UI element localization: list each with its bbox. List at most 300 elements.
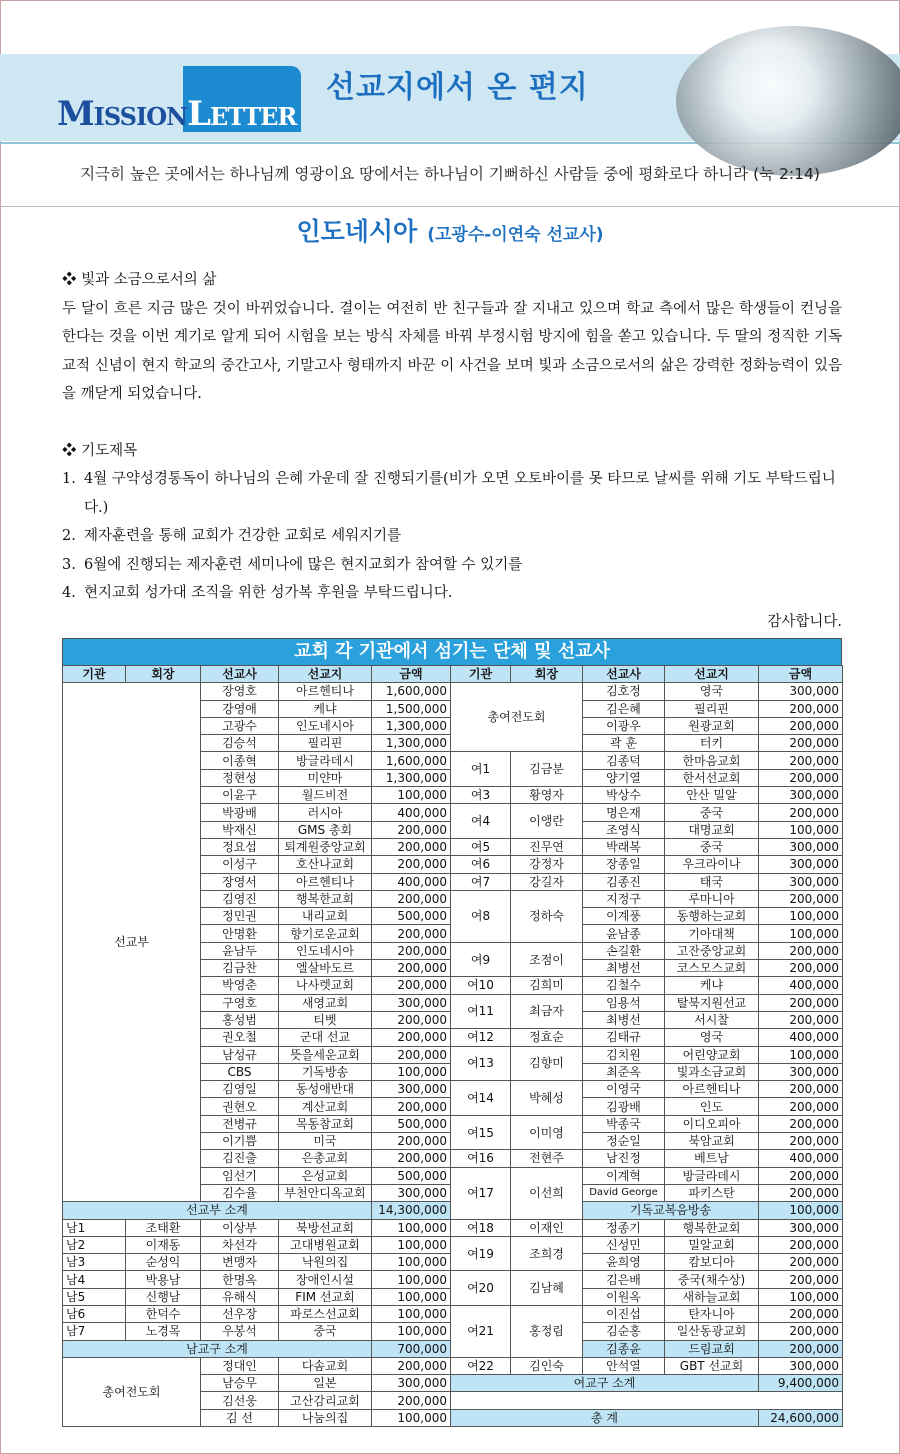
table-cell: 권오철 <box>201 1029 279 1046</box>
table-cell: 300,000 <box>372 1375 451 1392</box>
prayer-item-text: 4월 구약성경통독이 하나님의 은혜 가운데 잘 진행되기를(비가 오면 오토바이를 못 타므로 날씨를 위해 기도 부탁드립니다.) <box>84 471 836 516</box>
table-cell: 300,000 <box>759 856 843 873</box>
table-cell: 한서선교회 <box>665 769 759 786</box>
table-cell: 양기열 <box>583 769 665 786</box>
table-cell: 군대 선교 <box>279 1029 372 1046</box>
table-cell: 고광수 <box>201 717 279 734</box>
table-cell: 윤남두 <box>201 942 279 959</box>
president-cell: 조점이 <box>511 942 583 977</box>
table-cell: 200,000 <box>759 1115 843 1132</box>
table-cell: 인도네시아 <box>279 717 372 734</box>
table-cell: 200,000 <box>372 821 451 838</box>
table-cell: GBT 선교회 <box>665 1357 759 1374</box>
table-cell: 200,000 <box>372 1392 451 1409</box>
table-cell: 정민권 <box>201 908 279 925</box>
group-name-cell: 여7 <box>451 873 511 890</box>
table-cell: 300,000 <box>759 1357 843 1374</box>
mission-letter-header <box>0 54 900 150</box>
table-cell: 100,000 <box>372 787 451 804</box>
group-name-cell: 여3 <box>451 787 511 804</box>
table-cell: 200,000 <box>759 700 843 717</box>
table-cell: 400,000 <box>759 1150 843 1167</box>
subtotal-label: 남교구 소계 <box>63 1340 372 1357</box>
group-name-cell: 여1 <box>451 752 511 787</box>
group-name-cell: 여19 <box>451 1236 511 1271</box>
table-cell: 최병선 <box>583 960 665 977</box>
table-cell: 1,600,000 <box>372 752 451 769</box>
table-cell: 300,000 <box>759 787 843 804</box>
table-cell: 남5 <box>63 1288 126 1305</box>
table-cell: 김광배 <box>583 1098 665 1115</box>
group-name-cell: 여14 <box>451 1081 511 1116</box>
table-cell: 엘살바도르 <box>279 960 372 977</box>
group-name-cell: 선교부 <box>63 683 201 1202</box>
table-cell: 케냐 <box>665 977 759 994</box>
table-cell: 아르헨티나 <box>279 683 372 700</box>
prayer-item <box>62 551 842 580</box>
table-cell: 조영식 <box>583 821 665 838</box>
table-cell: 200,000 <box>372 942 451 959</box>
table-cell: 100,000 <box>759 821 843 838</box>
prayer-item-number: 1. <box>62 471 76 487</box>
column-header: 회장 <box>511 666 583 683</box>
table-cell: 기독교복음방송 <box>583 1202 759 1219</box>
table-cell: 다솜교회 <box>279 1357 372 1374</box>
table-cell: 아르헨티나 <box>279 873 372 890</box>
table-cell: 우크라이나 <box>665 856 759 873</box>
table-cell: 윤희영 <box>583 1254 665 1271</box>
table-cell: 200,000 <box>759 1011 843 1028</box>
table-cell: 탄자니아 <box>665 1305 759 1322</box>
table-cell: 김진출 <box>201 1150 279 1167</box>
president-cell: 김인숙 <box>511 1357 583 1374</box>
table-cell: 이디오피아 <box>665 1115 759 1132</box>
table-cell: 200,000 <box>759 960 843 977</box>
bible-verse: 지극히 높은 곳에서는 하나님께 영광이요 땅에서는 하나님이 기뻐하신 사람들 중에 평화로다 하니라 (눅 2:14) <box>80 165 820 183</box>
table-cell: 1,500,000 <box>372 700 451 717</box>
table-cell <box>451 1392 843 1409</box>
table-cell: 김종덕 <box>583 752 665 769</box>
table-cell: 이진섭 <box>583 1305 665 1322</box>
table-cell: 남성규 <box>201 1046 279 1063</box>
table-cell: 300,000 <box>759 873 843 890</box>
table-cell: 남1 <box>63 1219 126 1236</box>
table-cell: FIM 선교회 <box>279 1288 372 1305</box>
table-cell: 200,000 <box>372 977 451 994</box>
table-cell: 인도네시아 <box>279 942 372 959</box>
column-header: 선교지 <box>665 666 759 683</box>
prayer-item <box>62 522 842 551</box>
table-cell: 200,000 <box>759 890 843 907</box>
table-cell: 원광교회 <box>665 717 759 734</box>
table-cell: 안명환 <box>201 925 279 942</box>
column-header: 기관 <box>63 666 126 683</box>
table-cell: 남승무 <box>201 1375 279 1392</box>
table-cell: 200,000 <box>759 1271 843 1288</box>
table-cell: 100,000 <box>372 1254 451 1271</box>
group-name-cell: 여21 <box>451 1305 511 1357</box>
table-cell: 100,000 <box>759 1046 843 1063</box>
table-cell: 부천안디옥교회 <box>279 1184 372 1201</box>
page-title: 선교지에서 온 편지 <box>326 70 589 105</box>
table-cell: 100,000 <box>372 1219 451 1236</box>
table-cell: 새하늘교회 <box>665 1288 759 1305</box>
table-cell: 중국 <box>279 1323 372 1340</box>
group-name-cell: 여9 <box>451 942 511 977</box>
table-cell: 정요섭 <box>201 838 279 855</box>
total-label: 총 계 <box>451 1409 759 1426</box>
table-cell: 김은혜 <box>583 700 665 717</box>
table-cell: CBS <box>201 1063 279 1080</box>
table-cell: 200,000 <box>372 960 451 977</box>
table-cell: 임용석 <box>583 994 665 1011</box>
table-cell: 영국 <box>665 1029 759 1046</box>
divider <box>0 206 900 207</box>
subtotal-label: 여교구 소계 <box>451 1375 759 1392</box>
support-table-grid <box>62 665 843 1427</box>
table-cell: 강영애 <box>201 700 279 717</box>
group-name-cell: 여11 <box>451 994 511 1029</box>
table-cell: 100,000 <box>372 1323 451 1340</box>
table-cell: 은총교회 <box>279 1150 372 1167</box>
mission-letter-logo: MISSIONLETTER <box>57 94 297 134</box>
president-cell: 이선희 <box>511 1167 583 1219</box>
table-cell: 200,000 <box>372 1029 451 1046</box>
table-cell: 김금찬 <box>201 960 279 977</box>
table-cell: 이원옥 <box>583 1288 665 1305</box>
table-cell: 김호정 <box>583 683 665 700</box>
prayer-item <box>62 579 842 608</box>
table-cell: 미얀마 <box>279 769 372 786</box>
column-header: 회장 <box>126 666 201 683</box>
president-cell: 김희미 <box>511 977 583 994</box>
country-name: 인도네시아 <box>296 217 418 246</box>
table-cell: 100,000 <box>372 1271 451 1288</box>
table-cell: 임선기 <box>201 1167 279 1184</box>
table-cell: 500,000 <box>372 1115 451 1132</box>
table-cell: 러시아 <box>279 804 372 821</box>
table-cell: 미국 <box>279 1133 372 1150</box>
table-cell: 김태규 <box>583 1029 665 1046</box>
table-cell: 신행남 <box>126 1288 201 1305</box>
table-cell: 한마음교회 <box>665 752 759 769</box>
table-cell: 장영서 <box>201 873 279 890</box>
table-cell: 200,000 <box>372 838 451 855</box>
table-cell: 100,000 <box>759 1288 843 1305</box>
table-cell: 남4 <box>63 1271 126 1288</box>
letter-body <box>62 266 842 636</box>
table-cell: 박용남 <box>126 1271 201 1288</box>
table-cell: 이광우 <box>583 717 665 734</box>
table-cell: 동성애반대 <box>279 1081 372 1098</box>
table-cell: 기아대책 <box>665 925 759 942</box>
table-cell: 300,000 <box>759 683 843 700</box>
president-cell: 김향미 <box>511 1046 583 1081</box>
group-name-cell: 여8 <box>451 890 511 942</box>
table-cell: 동행하는교회 <box>665 908 759 925</box>
table-cell: 박종국 <box>583 1115 665 1132</box>
table-cell: 400,000 <box>759 1029 843 1046</box>
table-cell: 기독방송 <box>279 1063 372 1080</box>
subtotal-amount: 14,300,000 <box>372 1202 451 1219</box>
table-cell: 박상수 <box>583 787 665 804</box>
country-heading <box>0 212 900 248</box>
table-cell: 남7 <box>63 1323 126 1340</box>
table-cell: 최병선 <box>583 1011 665 1028</box>
table-cell: 고대병원교회 <box>279 1236 372 1253</box>
group-name-cell: 여15 <box>451 1115 511 1150</box>
table-row <box>63 1357 843 1374</box>
table-cell: 박영춘 <box>201 977 279 994</box>
table-cell: 1,600,000 <box>372 683 451 700</box>
table-cell: 300,000 <box>372 994 451 1011</box>
column-header: 기관 <box>451 666 511 683</box>
table-cell: 파로스선교회 <box>279 1305 372 1322</box>
table-cell: 계산교회 <box>279 1098 372 1115</box>
table-cell: 400,000 <box>372 873 451 890</box>
table-cell: 정현성 <box>201 769 279 786</box>
table-cell: 낙원의집 <box>279 1254 372 1271</box>
table-cell: 200,000 <box>759 942 843 959</box>
table-cell: 200,000 <box>372 1133 451 1150</box>
table-cell: 아르헨티나 <box>665 1081 759 1098</box>
table-cell: 베트남 <box>665 1150 759 1167</box>
column-header: 선교사 <box>583 666 665 683</box>
table-cell: 인도 <box>665 1098 759 1115</box>
table-cell: 순성익 <box>126 1254 201 1271</box>
group-name-cell: 여17 <box>451 1167 511 1219</box>
table-cell: 차선각 <box>201 1236 279 1253</box>
table-cell: 남진정 <box>583 1150 665 1167</box>
table-cell: 200,000 <box>372 890 451 907</box>
section-heading: ❖ 빛과 소금으로서의 삶 <box>62 272 217 288</box>
table-cell: 곽 훈 <box>583 735 665 752</box>
president-cell: 황영자 <box>511 787 583 804</box>
table-cell: 200,000 <box>759 1133 843 1150</box>
table-cell: 이영국 <box>583 1081 665 1098</box>
group-name-cell: 총여전도회 <box>451 683 583 752</box>
table-cell: 남2 <box>63 1236 126 1253</box>
table-cell: 손길환 <box>583 942 665 959</box>
group-name-cell: 여22 <box>451 1357 511 1374</box>
table-cell: 이상부 <box>201 1219 279 1236</box>
table-cell: 박재신 <box>201 821 279 838</box>
table-cell: 한명옥 <box>201 1271 279 1288</box>
president-cell: 진무연 <box>511 838 583 855</box>
table-cell: 케냐 <box>279 700 372 717</box>
president-cell: 전현주 <box>511 1150 583 1167</box>
table-cell: 티벳 <box>279 1011 372 1028</box>
group-name-cell: 여4 <box>451 804 511 839</box>
table-cell: 구영호 <box>201 994 279 1011</box>
table-cell: 유해식 <box>201 1288 279 1305</box>
table-cell: 200,000 <box>759 804 843 821</box>
subtotal-amount: 9,400,000 <box>759 1375 843 1392</box>
table-cell: 중국 <box>665 804 759 821</box>
table-cell: 노경목 <box>126 1323 201 1340</box>
table-row <box>63 683 843 700</box>
table-cell: 정대인 <box>201 1357 279 1374</box>
globe-icon <box>676 26 900 176</box>
table-cell: 300,000 <box>759 838 843 855</box>
table-cell: 필리핀 <box>665 700 759 717</box>
table-cell: 호산나교회 <box>279 856 372 873</box>
table-cell: 500,000 <box>372 1167 451 1184</box>
table-cell: 중국(채수상) <box>665 1271 759 1288</box>
table-cell: 이윤구 <box>201 787 279 804</box>
table-row <box>63 1236 843 1253</box>
table-cell: 김승석 <box>201 735 279 752</box>
table-cell: 명은재 <box>583 804 665 821</box>
table-cell: 방글라데시 <box>665 1167 759 1184</box>
table-cell: 김종윤 <box>583 1340 665 1357</box>
table-cell: 100,000 <box>372 1305 451 1322</box>
table-cell: 퇴계원중앙교회 <box>279 838 372 855</box>
group-name-cell: 여13 <box>451 1046 511 1081</box>
table-row <box>63 1271 843 1288</box>
table-cell: 월드비전 <box>279 787 372 804</box>
table-cell: 윤남종 <box>583 925 665 942</box>
table-cell: 어린양교회 <box>665 1046 759 1063</box>
subtotal-label: 선교부 소계 <box>63 1202 372 1219</box>
table-cell: 100,000 <box>372 1236 451 1253</box>
president-cell: 김금분 <box>511 752 583 787</box>
table-cell: 200,000 <box>372 925 451 942</box>
table-cell: 1,300,000 <box>372 717 451 734</box>
table-cell: 300,000 <box>759 1063 843 1080</box>
table-cell: 정종기 <box>583 1219 665 1236</box>
table-cell: 김순홍 <box>583 1323 665 1340</box>
table-cell: 안산 밀알 <box>665 787 759 804</box>
table-cell: 1,300,000 <box>372 735 451 752</box>
table-cell: 나사렛교회 <box>279 977 372 994</box>
table-cell: 북방선교회 <box>279 1219 372 1236</box>
table-cell: 200,000 <box>759 994 843 1011</box>
table-cell: 신성민 <box>583 1236 665 1253</box>
table-cell: 대명교회 <box>665 821 759 838</box>
table-cell: 200,000 <box>759 1323 843 1340</box>
table-cell: 김철수 <box>583 977 665 994</box>
table-cell: 500,000 <box>372 908 451 925</box>
table-cell: 100,000 <box>372 1288 451 1305</box>
table-cell: 선우장 <box>201 1305 279 1322</box>
table-cell: 필리핀 <box>279 735 372 752</box>
table-cell: David George <box>583 1184 665 1201</box>
table-cell: 홍성범 <box>201 1011 279 1028</box>
support-table <box>62 638 842 1427</box>
table-cell: 은성교회 <box>279 1167 372 1184</box>
table-cell: 장종일 <box>583 856 665 873</box>
president-cell: 이미영 <box>511 1115 583 1150</box>
column-header: 선교지 <box>279 666 372 683</box>
table-cell: 200,000 <box>759 1184 843 1201</box>
table-cell: 100,000 <box>759 908 843 925</box>
table-cell: 향기로운교회 <box>279 925 372 942</box>
column-header: 금액 <box>372 666 451 683</box>
table-cell: 목동참교회 <box>279 1115 372 1132</box>
prayer-item-number: 3. <box>62 556 76 573</box>
table-cell: 일산동광교회 <box>665 1323 759 1340</box>
group-name-cell: 여12 <box>451 1029 511 1046</box>
president-cell: 강정자 <box>511 856 583 873</box>
table-cell: 내리교회 <box>279 908 372 925</box>
table-cell: 안석열 <box>583 1357 665 1374</box>
table-header-row <box>63 666 843 683</box>
president-cell: 홍정림 <box>511 1305 583 1357</box>
table-cell: 200,000 <box>759 735 843 752</box>
table-cell: 200,000 <box>372 1098 451 1115</box>
closing-thanks: 감사합니다. <box>767 613 842 630</box>
table-cell: 김선웅 <box>201 1392 279 1409</box>
table-cell: 터키 <box>665 735 759 752</box>
table-cell: 300,000 <box>759 1219 843 1236</box>
table-cell: 김 선 <box>201 1409 279 1426</box>
table-cell: 북암교회 <box>665 1133 759 1150</box>
prayer-item-text: 현지교회 성가대 조직을 위한 성가복 후원을 부탁드립니다. <box>84 585 453 601</box>
table-cell: 뜻을세운교회 <box>279 1046 372 1063</box>
table-cell: 고잔중앙교회 <box>665 942 759 959</box>
prayer-list <box>62 465 842 608</box>
section-heading: ❖ 기도제목 <box>62 442 138 459</box>
table-cell: 김영일 <box>201 1081 279 1098</box>
table-cell: 루마니아 <box>665 890 759 907</box>
table-cell: 코스모스교회 <box>665 960 759 977</box>
table-cell: 김치원 <box>583 1046 665 1063</box>
table-cell: 정순일 <box>583 1133 665 1150</box>
group-name-cell: 여20 <box>451 1271 511 1306</box>
table-cell: 우봉석 <box>201 1323 279 1340</box>
table-cell: 이재동 <box>126 1236 201 1253</box>
table-cell: 중국 <box>665 838 759 855</box>
group-name-cell: 여10 <box>451 977 511 994</box>
table-cell: 권현오 <box>201 1098 279 1115</box>
table-cell: 200,000 <box>372 1150 451 1167</box>
table-cell: 새영교회 <box>279 994 372 1011</box>
table-cell: 박광배 <box>201 804 279 821</box>
table-cell: 태국 <box>665 873 759 890</box>
table-cell: 김영진 <box>201 890 279 907</box>
table-cell: 이성구 <box>201 856 279 873</box>
table-cell: 빛과소금교회 <box>665 1063 759 1080</box>
table-cell: 100,000 <box>372 1063 451 1080</box>
table-cell: 김종진 <box>583 873 665 890</box>
table-cell: 드림교회 <box>665 1340 759 1357</box>
president-cell: 박혜성 <box>511 1081 583 1116</box>
prayer-item-number: 2. <box>62 528 76 544</box>
subtotal-amount: 700,000 <box>372 1340 451 1357</box>
table-cell: 행복한교회 <box>665 1219 759 1236</box>
table-cell: 100,000 <box>759 925 843 942</box>
table-cell: 이기쁨 <box>201 1133 279 1150</box>
column-header: 선교사 <box>201 666 279 683</box>
president-cell: 정하숙 <box>511 890 583 942</box>
table-row <box>63 1219 843 1236</box>
table-cell: 400,000 <box>759 977 843 994</box>
table-cell: 200,000 <box>759 1098 843 1115</box>
table-cell: 남3 <box>63 1254 126 1271</box>
table-cell: 100,000 <box>759 1202 843 1219</box>
president-cell: 최금자 <box>511 994 583 1029</box>
table-cell: 방글라데시 <box>279 752 372 769</box>
table-cell: 박래복 <box>583 838 665 855</box>
table-cell: 일본 <box>279 1375 372 1392</box>
table-cell: 200,000 <box>372 1357 451 1374</box>
president-cell: 이앵란 <box>511 804 583 839</box>
table-cell: 200,000 <box>759 1305 843 1322</box>
president-cell: 조희경 <box>511 1236 583 1271</box>
table-cell: 고산감리교회 <box>279 1392 372 1409</box>
table-cell: 최준옥 <box>583 1063 665 1080</box>
